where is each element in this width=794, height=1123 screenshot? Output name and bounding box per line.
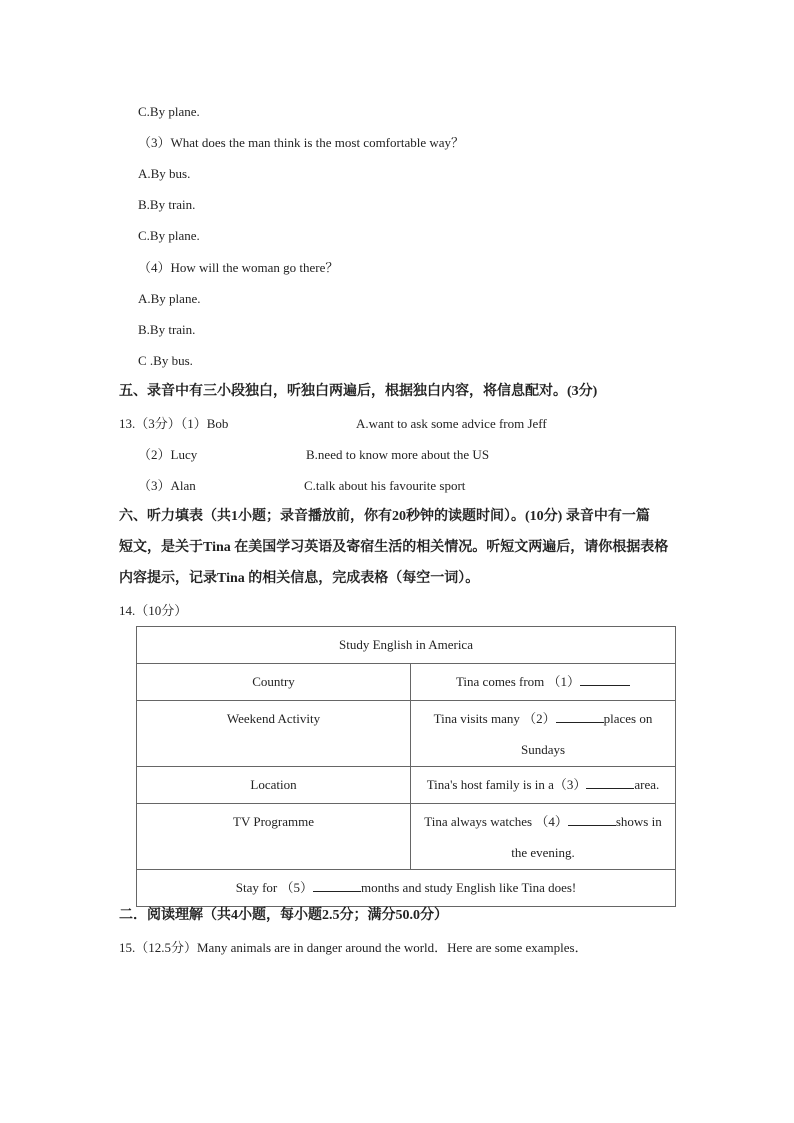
blank-4-prompt: Tina always watches （4） <box>424 814 568 829</box>
q12-subquestion-3: （3）What does the man think is the most comfortable way？ <box>138 135 465 150</box>
q12-sub4-option-a: A.By plane. <box>138 291 201 306</box>
blank-1[interactable] <box>580 685 630 686</box>
q12-subquestion-4: （4）How will the woman go there？ <box>138 260 339 275</box>
table-row-tv-value <box>411 804 676 870</box>
tv-value-line2: the evening. <box>511 845 575 860</box>
q12-sub3-option-a: A.By bus. <box>138 166 191 181</box>
q14-label: 14.（10分） <box>119 603 188 618</box>
section6-heading-line1: 六、听力填表（共1小题；录音播放前，你有20秒钟的读题时间）。(10分) 录音中有一篇 <box>119 509 650 524</box>
table-footer <box>137 870 676 907</box>
q12-sub3-option-b: B.By train. <box>138 197 196 212</box>
q12-sub3-option-c: C.By plane. <box>138 228 200 243</box>
table-row-weekend-label: Weekend Activity <box>137 701 411 767</box>
q13-option-b: B.need to know more about the US <box>306 447 490 462</box>
blank-5-prompt: Stay for （5） <box>235 880 314 895</box>
blank-4[interactable] <box>568 825 616 826</box>
table-row-country-label: Country <box>137 664 411 701</box>
blank-3[interactable] <box>586 788 634 789</box>
q13-item-1: 13.（3分）（1）Bob <box>119 416 229 431</box>
blank-2-prompt: Tina visits many （2） <box>433 711 556 726</box>
blank-4-suffix: shows in <box>615 814 662 829</box>
blank-3-prompt: Tina's host family is in a（3） <box>426 777 587 792</box>
weekend-value-line2: Sundays <box>520 742 566 757</box>
section5-heading: 五、录音中有三小段独白，听独白两遍后，根据独白内容，将信息配对。(3分) <box>119 384 598 399</box>
q13-item-3: （3）Alan <box>138 478 196 493</box>
q13-option-a: A.want to ask some advice from Jeff <box>356 416 547 431</box>
q13-option-c: C.talk about his favourite sport <box>304 478 466 493</box>
blank-3-suffix: area. <box>634 777 660 792</box>
q13-item-2: （2）Lucy <box>138 447 198 462</box>
study-english-table <box>136 626 676 907</box>
section6-heading-line3: 内容提示，记录Tina 的相关信息，完成表格（每空一词）。 <box>119 571 480 586</box>
blank-1-prompt: Tina comes from （1） <box>455 674 581 689</box>
table-row-location-value <box>411 767 676 804</box>
q12-sub4-option-c: C .By bus. <box>138 353 193 368</box>
q15-text: 15.（12.5分）Many animals are in danger around the world．Here are some examples． <box>119 940 588 955</box>
q12-sub4-option-b: B.By train. <box>138 322 196 337</box>
blank-5[interactable] <box>313 891 361 892</box>
table-row-weekend-value <box>411 701 676 767</box>
table-row-country-value <box>411 664 676 701</box>
section6-heading-line2: 短文，是关于Tina 在美国学习英语及寄宿生活的相关情况。听短文两遍后，请你根据表格 <box>119 540 669 555</box>
table-row-tv-label: TV Programme <box>137 804 411 870</box>
q12-option-c-plane: C.By plane. <box>138 104 200 119</box>
table-row-location-label: Location <box>137 767 411 804</box>
blank-5-suffix: months and study English like Tina does! <box>361 880 577 895</box>
blank-2-suffix: places on <box>603 711 653 726</box>
part2-heading: 二．阅读理解（共4小题，每小题2.5分；满分50.0分） <box>119 908 448 923</box>
table-title: Study English in America <box>137 627 676 664</box>
blank-2[interactable] <box>556 722 604 723</box>
